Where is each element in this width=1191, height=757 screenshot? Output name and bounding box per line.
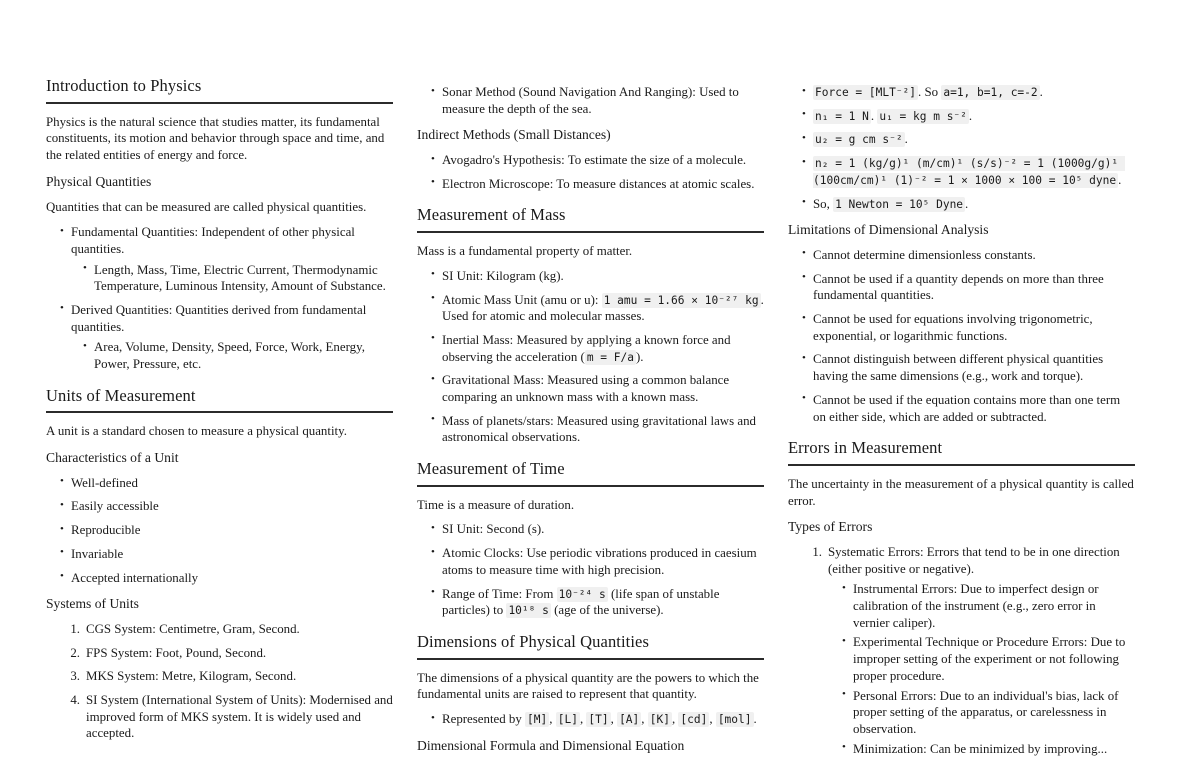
- dimension-period: .: [753, 712, 757, 727]
- list-systems-of-units: [46, 621, 393, 742]
- list-item: • SI Unit: Kilogram (kg).: [431, 268, 764, 285]
- list-item: • Gravitational Mass: Measured using a common balance comparing an unknown mass with a known mass.: [431, 372, 764, 405]
- list-item: • Minimization: Can be minimized by improving...: [842, 741, 1135, 757]
- fundamental-quantities-label: Fundamental Quantities: Independent of other physical quantities.: [71, 225, 355, 256]
- dimension-code-cd: [cd]: [680, 713, 708, 727]
- inertial-mass-code: m = F/a: [586, 350, 634, 364]
- heading-measurement-of-mass: Measurement of Mass: [417, 205, 764, 233]
- list-systematic-error-subtypes: [828, 581, 1135, 757]
- time-range-max-code: 10¹⁸ s: [508, 604, 549, 618]
- list-item: • Cannot determine dimensionless constants.: [802, 247, 1135, 264]
- list-item: • Well-defined: [60, 475, 393, 492]
- paragraph-units: A unit is a standard chosen to measure a physical quantity.: [46, 424, 347, 439]
- paragraph-intro: Physics is the natural science that studies matter, its fundamental constituents, its motion and behavior through space and time, and the related entities of energy and force.: [46, 114, 385, 163]
- dimension-code-k: [K]: [649, 713, 670, 727]
- heading-dimensions-of-physical-quantities: Dimensions of Physical Quantities: [417, 632, 764, 660]
- newton-dyne-code: 1 Newton = 10⁵ Dyne: [835, 197, 964, 211]
- time-range-suffix: (age of the universe).: [550, 603, 664, 618]
- list-quantity-types: [46, 224, 393, 373]
- subheading-limitations-of-dimensional-analysis: Limitations of Dimensional Analysis: [788, 222, 989, 238]
- list-item: • Avogadro's Hypothesis: To estimate the size of a molecule.: [431, 152, 764, 169]
- list-item: • Cannot be used for equations involving trigonometric, exponential, or logarithmic functions.: [802, 311, 1135, 344]
- paragraph-mass: Mass is a fundamental property of matter.: [417, 244, 633, 259]
- list-item: [60, 224, 393, 295]
- list-types-of-errors: [788, 544, 1135, 757]
- list-item: [60, 302, 393, 373]
- three-column-layout: [46, 76, 1145, 756]
- heading-measurement-of-time: Measurement of Time: [417, 459, 764, 487]
- time-range-prefix: Range of Time: From: [442, 586, 557, 601]
- list-mass-points: [417, 268, 764, 446]
- list-time-points: [417, 521, 764, 619]
- list-item: • Cannot be used if the equation contains more than one term on either side, which are added or subtracted.: [802, 392, 1135, 425]
- heading-errors-in-measurement: Errors in Measurement: [788, 438, 1135, 466]
- inertial-mass-prefix: Inertial Mass: Measured by applying a known force and observing the acceleration (: [442, 332, 731, 364]
- amu-suffix: . Used for atomic and molecular masses.: [442, 292, 764, 324]
- paragraph-dimensions: The dimensions of a physical quantity are the powers to which the fundamental units are raised to represent that quantity.: [417, 670, 759, 702]
- heading-introduction-to-physics: Introduction to Physics: [46, 76, 393, 104]
- list-item: • Experimental Technique or Procedure Errors: Due to improper setting of the experiment or not following proper procedure.: [842, 634, 1135, 684]
- list-item: • Sonar Method (Sound Navigation And Ranging): Used to measure the depth of the sea.: [431, 84, 764, 117]
- list-item: • Atomic Clocks: Use periodic vibrations produced in caesium atoms to measure time with high precision.: [431, 545, 764, 578]
- subheading-physical-quantities: Physical Quantities: [46, 173, 152, 189]
- n2-period: .: [1118, 172, 1122, 187]
- list-item: MKS System: Metre, Kilogram, Second.: [86, 669, 297, 684]
- subheading-types-of-errors: Types of Errors: [788, 519, 873, 535]
- so-period: .: [965, 196, 969, 211]
- dimension-code-l: [L]: [557, 713, 578, 727]
- u1-code: u₁ = kg m s⁻²: [879, 109, 967, 123]
- n1-middle: .: [870, 108, 878, 123]
- list-item: [802, 196, 1135, 213]
- amu-code: 1 amu = 1.66 × 10⁻²⁷ kg: [603, 293, 759, 307]
- list-item: • Mass of planets/stars: Measured using gravitational laws and astronomical observations.: [431, 413, 764, 446]
- paragraph-time: Time is a measure of duration.: [417, 497, 575, 512]
- u2-code: u₂ = g cm s⁻²: [815, 133, 903, 147]
- n2-conversion-code: n₂ = 1 (kg/g)¹ (m/cm)¹ (s/s)⁻² = 1 (1000g/g)¹ (100cm/cm)¹ (1)⁻² = 1 × 1000 × 100 = 10⁵ dyne: [813, 157, 1125, 187]
- list-item: • Invariable: [60, 546, 393, 563]
- list-derived-examples: [71, 339, 393, 372]
- list-item: • Personal Errors: Due to an individual's bias, lack of proper setting of the apparatus, or carelessness in observation.: [842, 688, 1135, 738]
- force-coefficients-code: a=1, b=1, c=-2: [943, 86, 1038, 99]
- paragraph-errors: The uncertainty in the measurement of a physical quantity is called error.: [788, 476, 1134, 508]
- time-range-min-code: 10⁻²⁴ s: [558, 587, 606, 601]
- column-three: [788, 76, 1135, 756]
- list-item: • Represented by [M] , [L] , [T] , [A] , [K] , [cd] , [mol] .: [431, 711, 764, 728]
- list-item: • Instrumental Errors: Due to imperfect design or calibration of the instrument (e.g., zero error in vernier caliper).: [842, 581, 1135, 631]
- force-period: .: [1039, 85, 1043, 99]
- subheading-characteristics-of-a-unit: Characteristics of a Unit: [46, 450, 179, 466]
- list-item: FPS System: Foot, Pound, Second.: [86, 645, 267, 660]
- dimension-code-m: [M]: [527, 713, 548, 727]
- subheading-dimensional-formula-and-equation: Dimensional Formula and Dimensional Equation: [417, 737, 685, 753]
- list-indirect-methods: [417, 152, 764, 192]
- force-dimension-code: Force = [MLT⁻²]: [815, 86, 917, 99]
- list-item: • Cannot be used if a quantity depends on more than three fundamental quantities.: [802, 271, 1135, 304]
- dimension-code-t: [T]: [588, 713, 609, 727]
- column-one: [46, 76, 393, 741]
- column-two: [417, 76, 764, 753]
- list-item: [802, 155, 1135, 188]
- list-item: • Accepted internationally: [60, 570, 393, 587]
- u2-period: .: [904, 132, 908, 147]
- list-limitations: [788, 247, 1135, 425]
- list-item: [802, 131, 1135, 148]
- systematic-errors-label: Systematic Errors: Errors that tend to be in one direction (either positive or negative).: [828, 544, 1120, 576]
- dimension-code-mol: [mol]: [717, 713, 752, 727]
- list-item: [431, 332, 764, 365]
- paragraph-physical-quantities: Quantities that can be measured are called physical quantities.: [46, 200, 367, 215]
- list-item: • Cannot distinguish between different physical quantities having the same dimensions (e.g., work and torque).: [802, 351, 1135, 384]
- list-item: • Length, Mass, Time, Electric Current, Thermodynamic Temperature, Luminous Intensity, Amount of Substance.: [83, 262, 393, 295]
- derived-quantities-label: Derived Quantities: Quantities derived from fundamental quantities.: [71, 302, 367, 334]
- list-item: [802, 84, 1135, 101]
- force-middle-text: . So: [918, 85, 942, 99]
- list-item: [802, 108, 1135, 125]
- n1-period: .: [968, 108, 973, 123]
- list-item: [804, 544, 1135, 757]
- n1-code: n₁ = 1 N: [815, 109, 869, 123]
- list-item: • SI Unit: Second (s).: [431, 521, 764, 538]
- heading-units-of-measurement: Units of Measurement: [46, 386, 393, 414]
- list-item: • Area, Volume, Density, Speed, Force, Work, Energy, Power, Pressure, etc.: [83, 339, 393, 372]
- list-item: • Reproducible: [60, 522, 393, 539]
- so-prefix: So,: [813, 196, 834, 211]
- list-item: [431, 586, 764, 619]
- dimension-code-a: [A]: [619, 713, 640, 727]
- list-distance-methods-continued: [417, 84, 764, 117]
- time-range-middle: (life span of unstable particles) to: [442, 586, 720, 618]
- amu-prefix: Atomic Mass Unit (amu or u):: [442, 292, 602, 307]
- list-dimension-symbols: [417, 711, 764, 728]
- list-item: [431, 292, 764, 325]
- list-item: SI System (International System of Units): Modernised and improved form of MKS system. It is widely used and accepted.: [86, 693, 393, 741]
- represented-by-label: Represented by: [442, 712, 526, 727]
- list-item: • Electron Microscope: To measure distances at atomic scales.: [431, 176, 764, 193]
- list-item: CGS System: Centimetre, Gram, Second.: [86, 621, 300, 636]
- subheading-systems-of-units: Systems of Units: [46, 596, 139, 612]
- list-unit-characteristics: [46, 475, 393, 587]
- list-dimensional-example-continued: [788, 84, 1135, 212]
- subheading-indirect-methods: Indirect Methods (Small Distances): [417, 127, 611, 143]
- inertial-mass-suffix: ).: [635, 349, 644, 364]
- list-item: • Easily accessible: [60, 498, 393, 515]
- list-fundamental-examples: [71, 262, 393, 295]
